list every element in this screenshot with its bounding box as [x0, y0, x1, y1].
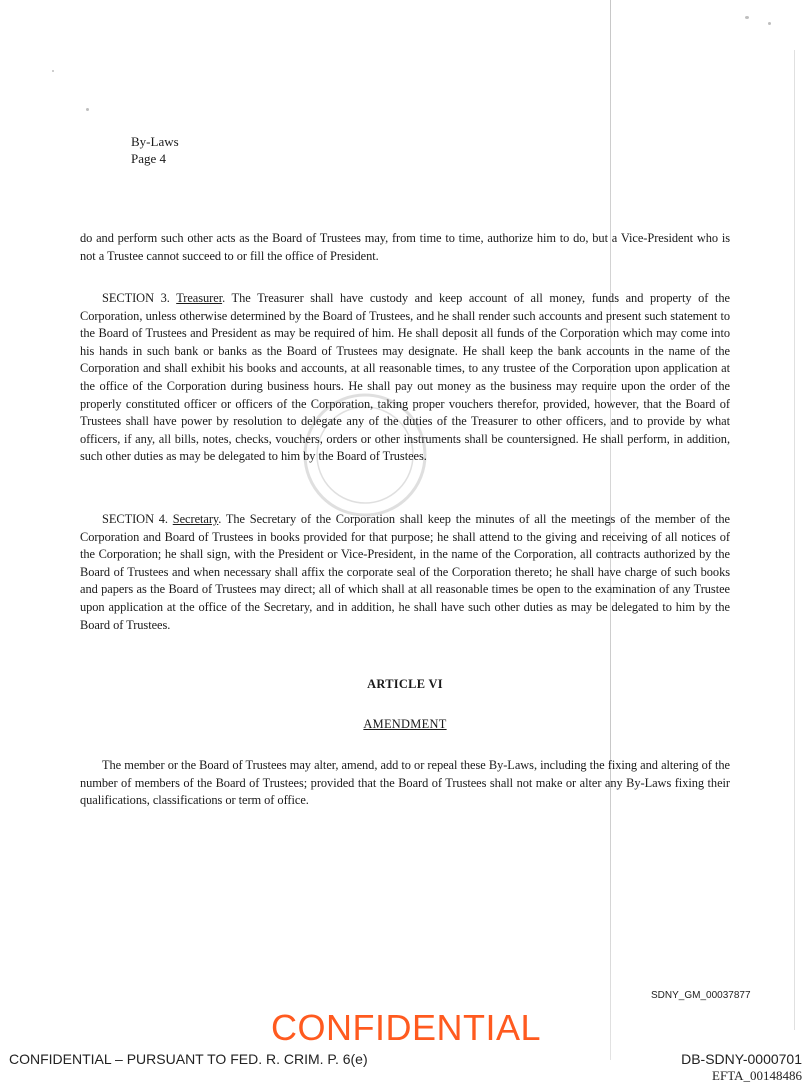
- article-subheading: AMENDMENT: [363, 717, 447, 731]
- amendment-paragraph: The member or the Board of Trustees may alter, amend, add to or repeal these By-Laws, including the fixing and altering of the number of members of the Board of Trustees; provided that the Board of Trustees shall not make or alter any By-Laws fixing their qualifications, classifications or term of office.: [80, 758, 730, 808]
- section-4-body: . The Secretary of the Corporation shall keep the minutes of all the meetings of the member of the Corporation and Board of Trustees in books provided for that purpose; he shall attend to the giving and receiving of all notices of the Corporation; he shall sign, with the President or Vice-President, in the name of the Corporation, all contracts authorized by the Board of Trustees and when necessary shall affix the corporate seal of the Corporation thereto; he shall have charge of such books and papers as the Board of Trustees may direct; all of which shall at all reasonable times be open to the examination of any Trustee upon application at the office of the Secretary, and in addition, he shall have such other duties as may be delegated to him by the Board of Trustees.: [80, 512, 730, 632]
- footer-confidentiality-notice: CONFIDENTIAL – PURSUANT TO FED. R. CRIM. P. 6(e): [9, 1051, 368, 1067]
- continuation-paragraph: do and perform such other acts as the Board of Trustees may, from time to time, authorize him to do, but a Vice-President who is not a Trustee cannot succeed to or fill the office of President.: [80, 231, 730, 263]
- section-3-body: . The Treasurer shall have custody and keep account of all money, funds and property of the Corporation, unless otherwise determined by the Board of Trustees, and he shall render such accounts and present such statement to the Board of Trustees and President as may be required of him. He shall deposit all funds of the Corporation which may come into his hands in such bank or banks as the Board of Trustees may designate. He shall keep the bank accounts in the name of the Corporation and shall exhibit his books and accounts, at all reasonable times, to any trustee of the Corporation upon application at the office of the Corporation during business hours. He shall pay out money as the business may require upon the order of the properly constituted officer or officers of the Corporation, taking proper vouchers therefor, provided, however, that the Board of Trustees shall have power by resolution to delegate any of the duties of the Treasurer to other officers, and to provide by what officers, if any, all bills, notes, checks, vouchers, orders or other instruments shall be countersigned. He shall perform, in addition, such other duties as may be delegated to him by the Board of Trustees.: [80, 291, 730, 464]
- section-4-paragraph: [80, 511, 730, 634]
- section-4-title: Secretary: [172, 512, 219, 526]
- confidential-stamp: CONFIDENTIAL: [270, 1007, 542, 1048]
- bates-number-small: SDNY_GM_00037877: [651, 990, 751, 1001]
- section-3-paragraph: [80, 290, 730, 466]
- section-3-title: Treasurer: [176, 291, 223, 305]
- section-3-label: SECTION 3.: [102, 291, 170, 305]
- scan-speck: [86, 108, 89, 111]
- article-heading: ARTICLE VI: [367, 677, 443, 691]
- scan-speck: [52, 70, 54, 72]
- page-header: [131, 133, 179, 167]
- scan-edge-line: [794, 50, 795, 1030]
- footer-bates-number: DB-SDNY-0000701: [681, 1051, 802, 1067]
- footer-efta-number: EFTA_00148486: [712, 1068, 802, 1083]
- scan-speck: [768, 22, 771, 25]
- header-page-number: Page 4: [131, 151, 167, 166]
- header-title: By-Laws: [131, 134, 179, 149]
- section-4-label: SECTION 4.: [102, 512, 168, 526]
- scan-speck: [745, 16, 749, 19]
